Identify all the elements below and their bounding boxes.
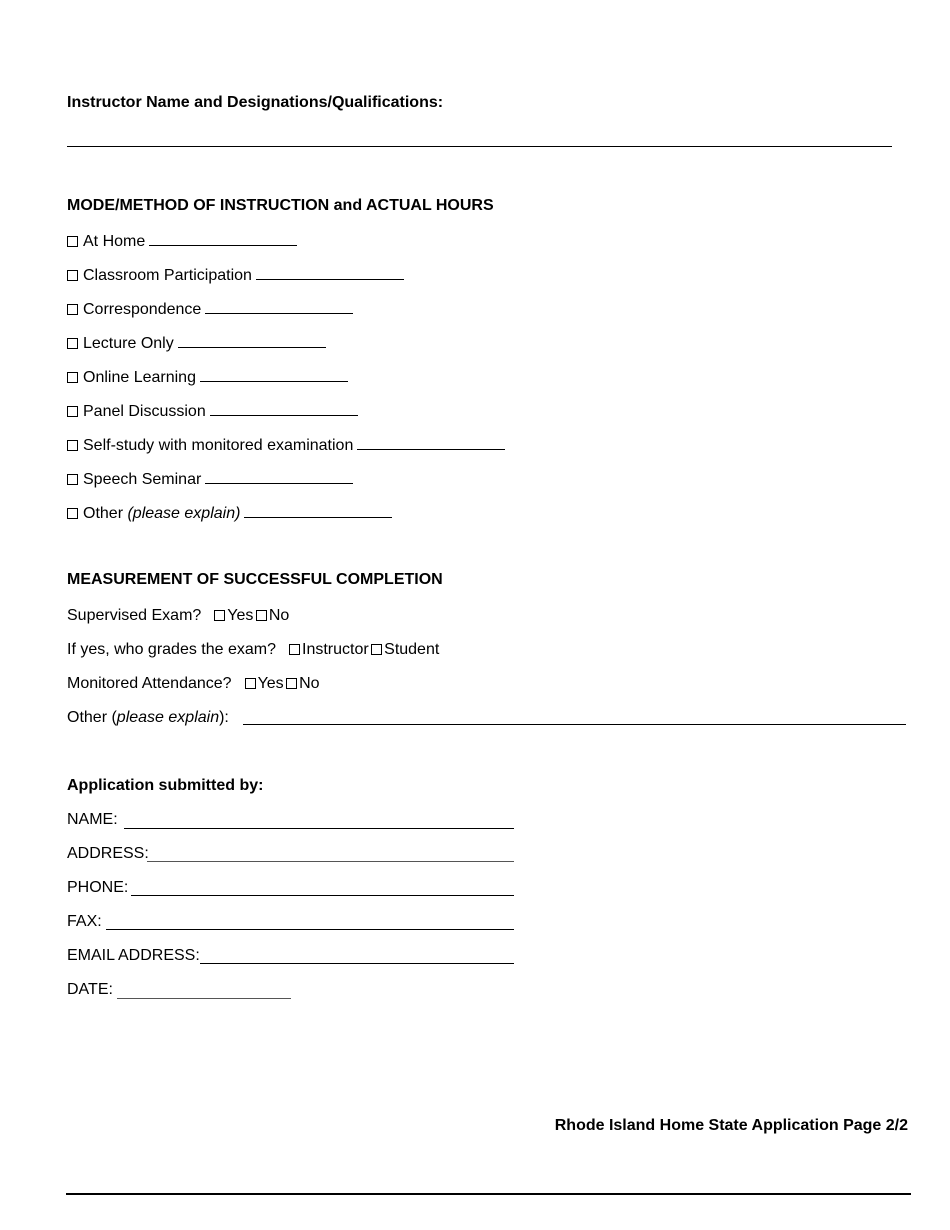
checkbox-online[interactable] xyxy=(67,372,78,383)
option-label: Self-study with monitored examination xyxy=(83,437,354,454)
option-label: Classroom Participation xyxy=(83,267,252,284)
yes-label: Yes xyxy=(257,675,284,692)
checkbox-lecture[interactable] xyxy=(67,338,78,349)
student-option-label: Student xyxy=(384,641,440,658)
footer-text: Rhode Island Home State Application Page 2/2 xyxy=(554,1117,908,1134)
email-input-line[interactable] xyxy=(200,963,514,964)
hours-field[interactable] xyxy=(357,435,505,450)
checkbox-classroom[interactable] xyxy=(67,270,78,281)
checkbox-attendance-no[interactable] xyxy=(286,678,297,689)
submitted-heading: Application submitted by: xyxy=(67,777,264,794)
mode-option-speech[interactable] xyxy=(67,469,353,490)
checkbox-speech[interactable] xyxy=(67,474,78,485)
hours-field[interactable] xyxy=(205,299,353,314)
supervised-exam-row xyxy=(67,606,289,626)
checkbox-attendance-yes[interactable] xyxy=(245,678,256,689)
checkbox-at-home[interactable] xyxy=(67,236,78,247)
checkbox-supervised-yes[interactable] xyxy=(214,610,225,621)
measurement-heading: MEASUREMENT OF SUCCESSFUL COMPLETION xyxy=(67,571,443,588)
fax-label: FAX: xyxy=(67,913,102,930)
mode-option-online[interactable] xyxy=(67,367,348,388)
footer-rule xyxy=(66,1193,911,1195)
grader-label: If yes, who grades the exam? xyxy=(67,641,276,658)
attendance-label: Monitored Attendance? xyxy=(67,675,232,692)
mode-option-correspondence[interactable] xyxy=(67,299,353,320)
address-input-line[interactable] xyxy=(147,861,514,862)
mode-option-panel[interactable] xyxy=(67,401,358,422)
other-prefix: Other ( xyxy=(67,709,117,726)
option-label: Lecture Only xyxy=(83,335,174,352)
email-label: EMAIL ADDRESS: xyxy=(67,947,200,964)
option-label: Speech Seminar xyxy=(83,471,202,488)
phone-input-line[interactable] xyxy=(131,895,514,896)
mode-heading: MODE/METHOD OF INSTRUCTION and ACTUAL HOURS xyxy=(67,197,494,214)
option-label: Correspondence xyxy=(83,301,202,318)
measurement-other-row xyxy=(67,708,229,728)
checkbox-grader-instructor[interactable] xyxy=(289,644,300,655)
option-note: (please explain) xyxy=(127,505,241,522)
yes-label: Yes xyxy=(227,607,254,624)
checkbox-self-study[interactable] xyxy=(67,440,78,451)
instructor-input-line[interactable] xyxy=(67,146,892,147)
hours-field[interactable] xyxy=(200,367,348,382)
hours-field[interactable] xyxy=(210,401,358,416)
date-input-line[interactable] xyxy=(117,998,291,999)
checkbox-correspondence[interactable] xyxy=(67,304,78,315)
instructor-label: Instructor Name and Designations/Qualifications: xyxy=(67,94,444,111)
other-suffix: ): xyxy=(219,709,229,726)
name-input-line[interactable] xyxy=(124,828,514,829)
option-label: Other xyxy=(83,505,124,522)
option-label: Panel Discussion xyxy=(83,403,206,420)
attendance-row xyxy=(67,674,320,694)
checkbox-grader-student[interactable] xyxy=(371,644,382,655)
checkbox-panel[interactable] xyxy=(67,406,78,417)
fax-input-line[interactable] xyxy=(106,929,514,930)
checkbox-supervised-no[interactable] xyxy=(256,610,267,621)
hours-field[interactable] xyxy=(256,265,404,280)
hours-field[interactable] xyxy=(244,503,392,518)
mode-option-other[interactable] xyxy=(67,503,392,524)
address-label: ADDRESS: xyxy=(67,845,149,862)
mode-option-lecture[interactable] xyxy=(67,333,326,354)
hours-field[interactable] xyxy=(178,333,326,348)
mode-option-at-home[interactable] xyxy=(67,231,297,252)
mode-option-classroom[interactable] xyxy=(67,265,404,286)
supervised-exam-label: Supervised Exam? xyxy=(67,607,202,624)
name-label: NAME: xyxy=(67,811,118,828)
option-label: Online Learning xyxy=(83,369,196,386)
no-label: No xyxy=(299,675,320,692)
date-label: DATE: xyxy=(67,981,113,998)
option-label: At Home xyxy=(83,233,146,250)
phone-label: PHONE: xyxy=(67,879,129,896)
checkbox-other[interactable] xyxy=(67,508,78,519)
hours-field[interactable] xyxy=(149,231,297,246)
instructor-option-label: Instructor xyxy=(302,641,369,658)
grader-row xyxy=(67,640,439,660)
measurement-other-input-line[interactable] xyxy=(243,724,906,725)
mode-option-self-study[interactable] xyxy=(67,435,505,456)
hours-field[interactable] xyxy=(205,469,353,484)
no-label: No xyxy=(268,607,290,624)
other-italic: please explain xyxy=(116,709,220,726)
